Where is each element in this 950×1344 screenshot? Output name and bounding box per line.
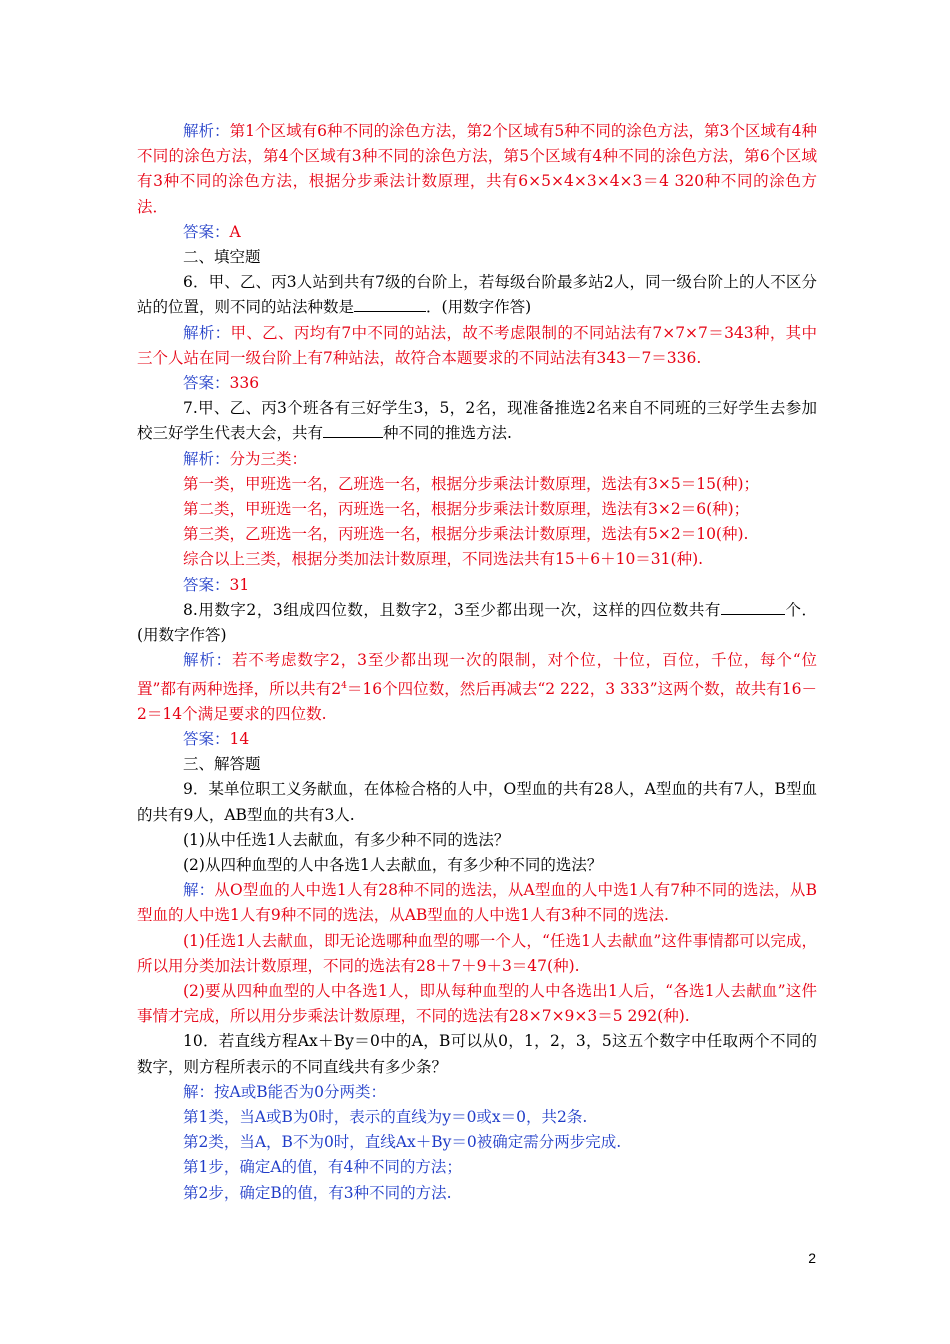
page-content <box>137 119 817 1206</box>
question-text: 7.甲、乙、丙3个班各有三好学生3，5，2名，现准备推选2名来自不同班的三好学生去参加校三好学生代表大会，共有 <box>137 399 817 443</box>
q6-answer <box>137 371 817 396</box>
q7-solution-line: 第一类，甲班选一名，乙班选一名，根据分步乘法计数原理，选法有3×5＝15(种)； <box>183 474 760 493</box>
question-text: 8.用数字2，3组成四位数，且数字2，3至少都出现一次，这样的四位数共有 <box>183 600 721 619</box>
answer-label: 答案： <box>183 730 230 749</box>
answer-label: 答案： <box>183 575 230 594</box>
q5-answer <box>137 220 817 245</box>
q5-solution <box>137 119 817 220</box>
solution-label: 解： <box>183 881 215 900</box>
answer-blank <box>354 297 426 312</box>
q10-solution-head <box>137 1080 817 1105</box>
q10-solution-line: 第2步，确定B的值，有3种不同的方法. <box>183 1183 452 1202</box>
q8-solution <box>137 648 817 727</box>
solution-text: 按A或B能否为0分两类： <box>214 1082 386 1101</box>
answer-blank <box>721 600 785 615</box>
solution-text: 从O型血的人中选1人有28种不同的选法，从A型血的人中选1人有7种不同的选法，从B型血的人中选1人有9种不同的选法，从AB型血的人中选1人有3种不同的选法. <box>137 881 817 925</box>
question-text-end: 种不同的推选方法. <box>383 424 512 443</box>
solution-label: 解析： <box>183 323 231 342</box>
solution-text <box>137 651 817 723</box>
q7-question <box>137 396 817 446</box>
q7-solution-head <box>137 447 817 472</box>
question-text-end: ．(用数字作答) <box>426 298 532 317</box>
solution-label: 解析： <box>183 651 233 670</box>
solution-label: 解析： <box>183 449 230 468</box>
q7-answer <box>137 573 817 598</box>
q6-question <box>137 270 817 320</box>
answer-value: 336 <box>229 374 260 393</box>
solution-text: 第1个区域有6种不同的涂色方法，第2个区域有5种不同的涂色方法，第3个区域有4种不同的涂色方法，第4个区域有3种不同的涂色方法，第5个区域有4种不同的涂色方法，第6个区域有3种不同的涂色方法，根据分步乘法计数原理，共有6×5×4×3×4×3＝4 320种不同的涂色方法． <box>137 122 817 216</box>
solution-label: 解析： <box>183 122 230 140</box>
q7-solution-line: 综合以上三类，根据分类加法计数原理，不同选法共有15＋6＋10＝31(种). <box>183 550 704 569</box>
question-text: 6．甲、乙、丙3人站到共有7级的台阶上，若每级台阶最多站2人，同一级台阶上的人不区分站的位置，则不同的站法种数是 <box>137 273 817 317</box>
question-text-end: 个．(用数字作答) <box>137 600 817 645</box>
q7-solution-line: 第二类，甲班选一名，丙班选一名，根据分步乘法计数原理，选法有3×2＝6(种)； <box>183 500 750 519</box>
q9-solution-part: (2)要从四种血型的人中各选1人，即从每种血型的人中各选出1人后，“各选1人去献血”这件事情才完成，所以用分步乘法计数原理，不同的选法有28×7×9×3＝5 292(种). <box>137 982 817 1026</box>
q10-solution-line: 第1类，当A或B为0时，表示的直线为y＝0或x＝0，共2条. <box>183 1108 588 1127</box>
q6-solution <box>137 321 817 371</box>
q8-question <box>137 598 817 648</box>
q10-solution-line: 第2类，当A，B不为0时，直线Ax＋By＝0被确定需分两步完成. <box>183 1133 622 1152</box>
answer-label: 答案： <box>183 374 230 393</box>
answer-value: A <box>229 222 241 241</box>
q9-subquestion: (1)从中任选1人去献血，有多少种不同的选法？ <box>183 830 510 849</box>
solution-text: 分为三类： <box>229 449 308 468</box>
q10-solution-line: 第1步，确定A的值，有4种不同的方法； <box>183 1158 462 1177</box>
q8-answer <box>137 727 817 752</box>
solution-label: 解： <box>183 1082 215 1101</box>
section-heading: 三、解答题 <box>183 755 261 774</box>
answer-value: 31 <box>229 575 250 594</box>
answer-label: 答案： <box>183 222 230 241</box>
section-heading: 二、填空题 <box>183 248 261 267</box>
q9-subquestion: (2)从四种血型的人中各选1人去献血，有多少种不同的选法？ <box>183 856 603 875</box>
q7-solution-line: 第三类，乙班选一名，丙班选一名，根据分步乘法计数原理，选法有5×2＝10(种). <box>183 525 749 544</box>
answer-value: 14 <box>229 730 250 749</box>
q10-question: 10．若直线方程Ax＋By＝0中的A，B可以从0，1，2，3，5这五个数字中任取两个不同的数字，则方程所表示的不同直线共有多少条？ <box>137 1032 817 1076</box>
exponent: 4 <box>341 680 347 691</box>
q9-solution-part: (1)任选1人去献血，即无论选哪种血型的哪一个人，“任选1人去献血”这件事情都可以完成，所以用分类加法计数原理，不同的选法有28＋7＋9＋3＝47(种). <box>137 931 817 975</box>
solution-text-part: 若不考虑数字2，3至少都出现一次的限制，对个位，十位，百位，千位，每个“位置”都有两种选择，所以共有2 <box>137 651 817 698</box>
answer-blank <box>323 423 383 438</box>
solution-text-part: ＝16个四位数，然后再减去“2 222，3 333”这两个数，故共有16－2＝14个满足要求的四位数. <box>137 679 818 723</box>
q9-solution <box>137 878 817 928</box>
page-number: 2 <box>808 1250 816 1266</box>
q9-question: 9．某单位职工义务献血，在体检合格的人中，O型血的共有28人，A型血的共有7人，B型血的共有9人，AB型血的共有3人. <box>137 780 817 824</box>
solution-text: 甲、乙、丙均有7中不同的站法，故不考虑限制的不同站法有7×7×7＝343种，其中三个人站在同一级台阶上有7种站法，故符合本题要求的不同站法有343－7＝336. <box>137 323 817 367</box>
